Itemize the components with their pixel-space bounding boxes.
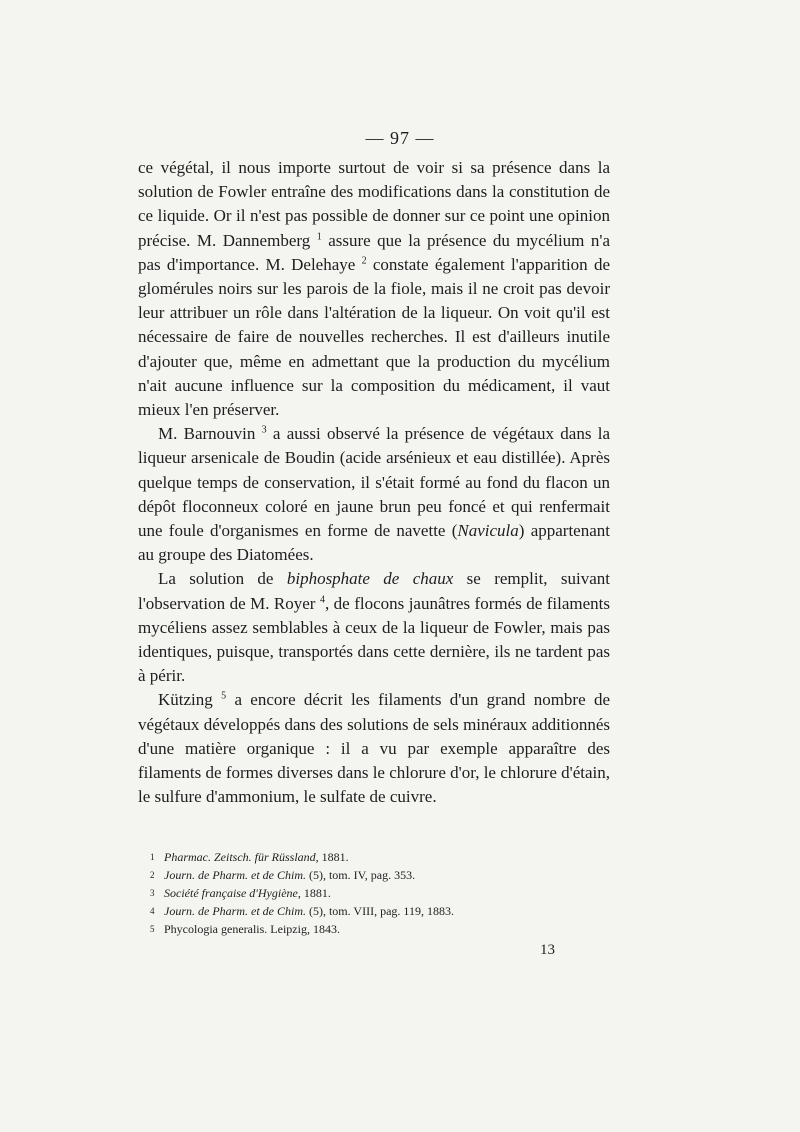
paragraph [138, 422, 610, 567]
footnote-ref: 3 [261, 424, 267, 436]
footnote [150, 866, 610, 884]
text-run: ce végétal, il nous importe surtout de voir si sa présence dans la solution de Fowler entraîne des modifications dans la constitution de ce liquide. Or il n'est pas possible de donner sur ce point une opinion précise. M. Dannemberg [138, 158, 610, 250]
text-run: a aussi observé la présence de végétaux dans la liqueur arsenicale de Boudin (acide arsénieux et eau distillée). Après quelque temps de conservation, il s'était formé au fond du flacon un dépôt floconneux coloré en jaune brun peu foncé et qui renfermait une foule d'organismes en forme de navette ( [138, 424, 610, 541]
text-run: constate également l'apparition de glomérules noirs sur les parois de la fiole, mais il ne croit pas devoir leur attribuer un rôle dans l'altération de la liqueur. On voit qu'il est nécessaire de faire de nouvelles recherches. Il est d'ailleurs inutile d'ajouter que, même en admettant que la production du mycélium n'ait aucune influence sur la composition du médicament, il vaut mieux l'en préserver. [138, 254, 610, 420]
text-run: , de flocons jaunâtres formés de filaments mycéliens assez semblables à ceux de la liqueur de Fowler, mais pas identiques, puisque, transportés dans cette dernière, ils ne tardent pas à périr. [138, 593, 610, 686]
paragraph [138, 567, 610, 688]
footnote [150, 848, 610, 866]
text-run: a encore décrit les filaments d'un grand nombre de végétaux développés dans des solutions de sels minéraux additionnés d'une matière organique : il a vu par exemple apparaître des filaments de formes diverses dans le chlorure d'or, le chlorure d'étain, le sulfure d'ammonium, le sulfate de cuivre. [138, 690, 610, 807]
footnote [150, 902, 610, 920]
text-run: assure que la présence du mycélium n'a pas d'importance. M. Delehaye [138, 230, 610, 274]
italic-text: Navicula [457, 521, 519, 541]
footnote-number: 2 [150, 870, 155, 880]
page-number-header: — 97 — [365, 128, 435, 148]
text-run: , 1881. [315, 850, 349, 864]
text-run: Phycologia generalis. Leipzig, 1843. [164, 922, 340, 936]
italic-text: Société française d'Hygiène [164, 886, 298, 900]
signature-mark: 13 [540, 942, 555, 958]
footnote [150, 920, 610, 938]
footnote-number: 3 [150, 888, 155, 898]
body-text [138, 156, 610, 809]
text-run: , 1881. [297, 886, 331, 900]
text-run: (5), tom. IV, pag. 353. [305, 868, 416, 882]
footnote [150, 884, 610, 902]
text-run: La solution de [158, 569, 287, 589]
italic-text: Pharmac. Zeitsch. für Rüssland [164, 850, 316, 864]
text-run: M. Barnouvin [158, 424, 262, 444]
footnotes [150, 848, 610, 938]
footnote-number: 5 [150, 924, 155, 934]
italic-text: Journ. de Pharm. et de Chim. [164, 904, 306, 918]
footnote-ref: 1 [316, 230, 322, 242]
paragraph [138, 688, 610, 809]
footnote-ref: 2 [361, 255, 367, 267]
footnote-ref: 5 [221, 690, 227, 702]
paragraph [138, 156, 610, 422]
text-run: ) appartenant au groupe des Diatomées. [138, 521, 610, 565]
footnote-number: 4 [150, 906, 155, 916]
footnote-ref: 4 [319, 594, 325, 605]
italic-text: Journ. de Pharm. et de Chim. [164, 868, 306, 882]
footnote-number: 1 [150, 852, 155, 862]
italic-text: biphosphate de chaux [286, 569, 454, 589]
text-run: Kützing [158, 690, 222, 710]
text-run: (5), tom. VIII, pag. 119, 1883. [305, 904, 454, 918]
text-run: se remplit, suivant l'observation de M. Royer [138, 569, 611, 613]
